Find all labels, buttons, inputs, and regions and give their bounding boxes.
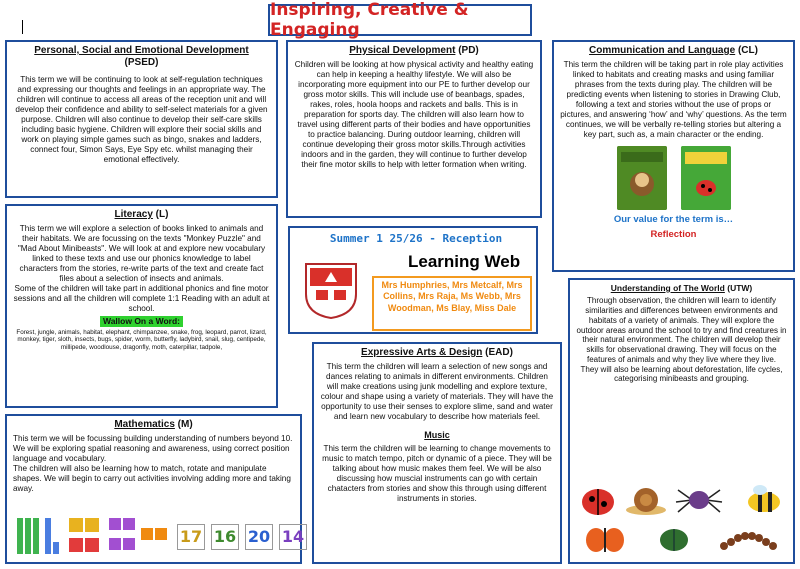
pd-heading: Physical Development (PD) (349, 45, 479, 56)
maths-heading: Mathematics (M) (114, 419, 193, 430)
psed-abbr: (PSED) (124, 57, 159, 69)
music-body: This term the children will be learning to change movements to music to match tempo, pitch or dynamic of a piece. They will be talking about how music makes them feel. We will be also discussing how muscial instruments can go with certain chatacters from stories and show this through using different instruments in stories. (322, 444, 552, 504)
beetle-image (660, 529, 688, 551)
cl-body: This term the children will be taking part in role play activities linked to habitats and creating masks and using familiar phrases from the texts during play. The children will be predicting events when listening to stories in Drawing Club, following a text and stories without the use of props or pictures, and answering ‘how’ and ‘why’ questions. As the term continues, we will be verbally re-telling stories but altering a key part, such as, a main character or the ending. (560, 60, 787, 140)
psed-panel (5, 40, 278, 198)
school-crest-image (302, 260, 360, 320)
mad-about-minibeasts-book-image (681, 146, 731, 210)
bee-image (748, 485, 780, 512)
page-title: Inspiring, Creative & Engaging (270, 0, 469, 40)
staff-list: Mrs Humphries, Mrs Metcalf, Mrs Collins, Mrs Raja, Ms Webb, Mrs Woodman, Ms Blay, Miss Dale (372, 276, 532, 331)
title-banner (268, 0, 532, 40)
book-covers (560, 146, 787, 210)
pd-panel (286, 40, 542, 218)
snail-image (626, 488, 666, 515)
ead-panel (312, 342, 562, 564)
utw-panel (568, 278, 795, 564)
number-tile: 14 (279, 524, 307, 550)
pd-body: Children will be looking at how physical activity and healthy eating can help in keeping a healthy lifestyle. We will also be incorporating more equipment into our PE to further develop our gross motor skills. This will include use of beanbags, spades, rakes, roles, hoola hoops and rackets and balls. This is in preparation for sports day. The children will also learn how to travel using different parts of their bodies and have opportunities to practice balancing. During outdoor learning, children will continue developing their gross motor skills.Through activities indoors and in the garden, they will continue to further develop their fine motor skills to help with letter formation when writing. (294, 60, 534, 170)
music-heading: Music (424, 430, 450, 441)
number-tile: 17 (177, 524, 205, 550)
utw-heading: Understanding of The World (UTW) (610, 283, 753, 293)
literacy-panel (5, 204, 278, 408)
psed-heading: Personal, Social and Emotional Development (34, 45, 249, 56)
number-tile: 16 (211, 524, 239, 550)
learning-web-heading: Learning Web (408, 252, 521, 271)
value-line: Our value for the term is… (613, 214, 734, 226)
ead-body: This term the children will learn a selection of new songs and dances relating to animals in different environments. Children will make creations using junk modelling and explore texture, colour and shape using a variety of materials. They will have the opportunity to use their senses to explore slime, sand and water and learn new vocabulary to describe how materials feel. (320, 362, 554, 422)
term-title: Summer 1 25/26 - Reception (329, 232, 503, 245)
butterfly-image (586, 528, 624, 552)
wallow-badge: Wallow On a Word: (100, 316, 183, 326)
utw-body-2: They will also be learning about deforestation, life cycles, categorising minibeasts and grouping. (580, 364, 783, 384)
value-word: Reflection (650, 228, 697, 240)
ead-heading: Expressive Arts & Design (EAD) (361, 347, 513, 358)
centipede-image (720, 532, 777, 550)
maths-panel (5, 414, 305, 564)
literacy-body-2: Some of the children will take part in additional phonics and fine motor sessions and all the children will complete 1:1 Reading with an adult at school. (13, 284, 270, 314)
cl-panel (552, 40, 795, 272)
cl-heading: Communication and Language (CL) (589, 45, 758, 56)
spider-image (676, 490, 722, 512)
number-blocks-image (13, 516, 173, 558)
literacy-words: Forest, jungle, animals, habitat, elephant, chimpanzee, snake, frog, leopard, parrot, lizard, monkey, tiger, sloth, insects, bugs, spider, worm, butterfly, ladybird, snail, slug, centipede, millipede, woodlouse, dragonfly, moth, caterpillar, tadpole, (16, 328, 267, 352)
psed-body: This term we will be continuing to look at self-regulation techniques and expressing our thoughts and feelings in an appropriate way. The children will continue to access all areas of the reception unit and will develop their confidence and ability to self-select materials for a given purpose. Children will also continue to develop their self-care skills including basic hygiene. Children will explore their social skills and work on playing simple games such as bingo, snakes and ladders, connect four, Simon Says, Eye Spy etc. whilst managing their emotional effectively. (15, 75, 268, 165)
number-tile: 20 (245, 524, 273, 550)
utw-body-1: Through observation, the children will learn to identify similarities and differences between environments and habitats of a variety of animals. They will explore the outdoor areas around the school to try and find creatures in their natural environment. The children will develop their skills for observational drawing. They will focus on the features of animals and why they live where they live. (576, 296, 787, 364)
minibeast-images (574, 484, 790, 560)
maths-resources (13, 516, 305, 558)
monkey-puzzle-book-image (617, 146, 667, 210)
literacy-heading: Literacy (L) (114, 209, 169, 220)
literacy-body-1: This term we will explore a selection of books linked to animals and their habitats. We are focussing on the texts "Monkey Puzzle" and "Mad About Minibeasts". We will look at and explore new vocabulary linked to these texts and use our phonics knowledge to label characters from the stories, re-write parts of the text and create fact files about a selection of insects and animals. (17, 224, 266, 284)
text-cursor (22, 20, 23, 34)
ladybird-image (582, 489, 614, 515)
maths-body-2: The children will also be learning how to match, rotate and manipulate shapes. We will begin to carry out activities involving adding more and taking away. (13, 464, 291, 494)
number-tiles (177, 524, 307, 550)
center-panel (288, 226, 538, 334)
maths-body-1: This term we will be focussing building understanding of numbers beyond 10. We will be exploring spatial reasoning and awareness, using correct position language and vocabulary. (13, 434, 293, 464)
